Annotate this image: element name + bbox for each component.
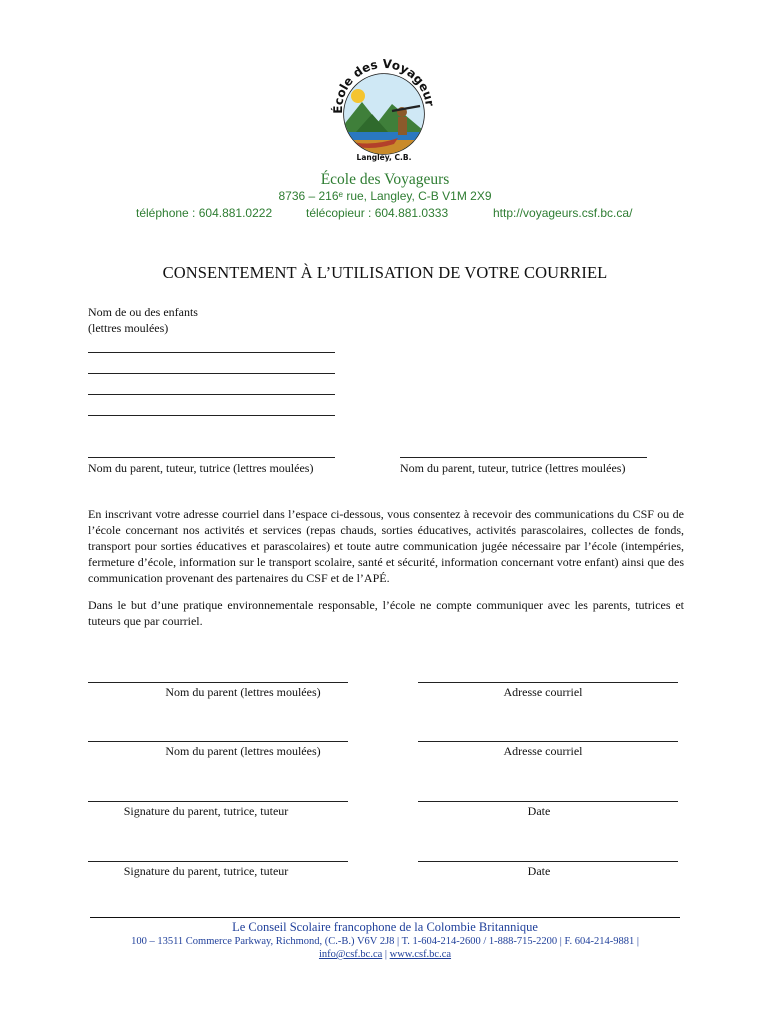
signature-row-4-right-label: Date: [527, 864, 551, 878]
logo-bottom-text: Langley, C.B.: [356, 153, 412, 162]
signature-row-3-right-field[interactable]: [418, 801, 678, 802]
signature-row-4-right-field[interactable]: [418, 861, 678, 862]
signature-row-4-left-field[interactable]: [88, 861, 348, 862]
school-name: École des Voyageurs: [320, 171, 450, 188]
children-label: [88, 304, 198, 336]
form-title: CONSENTEMENT À L’UTILISATION DE VOTRE COURRIEL: [162, 263, 608, 282]
signature-row-3-left-label: Signature du parent, tutrice, tuteur: [123, 804, 289, 818]
footer-divider: [90, 917, 680, 918]
logo-arc-text: École des Voyageur: [330, 56, 437, 114]
children-label-line2: (lettres moulées): [88, 321, 169, 335]
school-fax: télécopieur : 604.881.0333: [306, 206, 449, 220]
signature-row-1-right-field[interactable]: [418, 682, 678, 683]
parent-label-left: Nom du parent, tuteur, tutrice (lettres moulées): [88, 461, 314, 475]
school-logo: [328, 52, 440, 164]
school-phone: téléphone : 604.881.0222: [136, 206, 273, 220]
signature-row-3-left-field[interactable]: [88, 801, 348, 802]
parent-label-right: Nom du parent, tuteur, tutrice (lettres moulées): [400, 461, 626, 475]
parent-name-field-left[interactable]: [88, 457, 335, 458]
footer-separator: |: [382, 949, 390, 960]
footer-email-link[interactable]: info@csf.bc.ca: [318, 949, 383, 960]
signature-row-2-right-label: Adresse courriel: [503, 744, 583, 758]
consent-paragraph: En inscrivant votre adresse courriel dans l’espace ci-dessous, vous consentez à recevoir des communications du CSF ou de l’école concernant nos activités et services (repas chauds, sorties éducatives, activités parascolaires, collectes de fonds, transport pour sorties éducatives et parascolaires) et toute autre communication jugée nécessaire par l’école (intempéries, fermeture d’école, information sur le transport scolaire, santé et sécurité, information concernant votre enfant) ainsi que des communication provenant des partenaires du CSF et de l’APÉ.: [88, 507, 684, 585]
school-address: 8736 – 216ᵉ rue, Langley, C-B V1M 2X9: [278, 189, 492, 203]
child-name-field-2[interactable]: [88, 373, 335, 374]
signature-row-2-left-label: Nom du parent (lettres moulées): [165, 744, 321, 758]
child-name-field-4[interactable]: [88, 415, 335, 416]
signature-row-4-left-label: Signature du parent, tutrice, tuteur: [123, 864, 289, 878]
children-label-line1: Nom de ou des enfants: [88, 305, 198, 319]
footer-address: 100 – 13511 Commerce Parkway, Richmond, (C.-B.) V6V 2J8 | T. 1-604-214-2600 / 1-888-715-2200 | F. 604-214-9881 |: [131, 936, 639, 947]
signature-row-1-right-label: Adresse courriel: [503, 685, 583, 699]
signature-row-3-right-label: Date: [527, 804, 551, 818]
child-name-field-1[interactable]: [88, 352, 335, 353]
signature-row-2-left-field[interactable]: [88, 741, 348, 742]
signature-row-1-left-label: Nom du parent (lettres moulées): [165, 685, 321, 699]
child-name-field-3[interactable]: [88, 394, 335, 395]
environment-paragraph: Dans le but d’une pratique environnementale responsable, l’école ne compte communiquer avec les parents, tutrices et tuteurs que par courriel.: [88, 598, 684, 628]
footer-org: Le Conseil Scolaire francophone de la Colombie Britannique: [232, 920, 538, 934]
parent-name-field-right[interactable]: [400, 457, 647, 458]
school-website[interactable]: http://voyageurs.csf.bc.ca/: [493, 206, 633, 220]
footer-site-link[interactable]: www.csf.bc.ca: [389, 949, 452, 960]
footer-contact: [0, 949, 770, 960]
signature-row-1-left-field[interactable]: [88, 682, 348, 683]
signature-row-2-right-field[interactable]: [418, 741, 678, 742]
